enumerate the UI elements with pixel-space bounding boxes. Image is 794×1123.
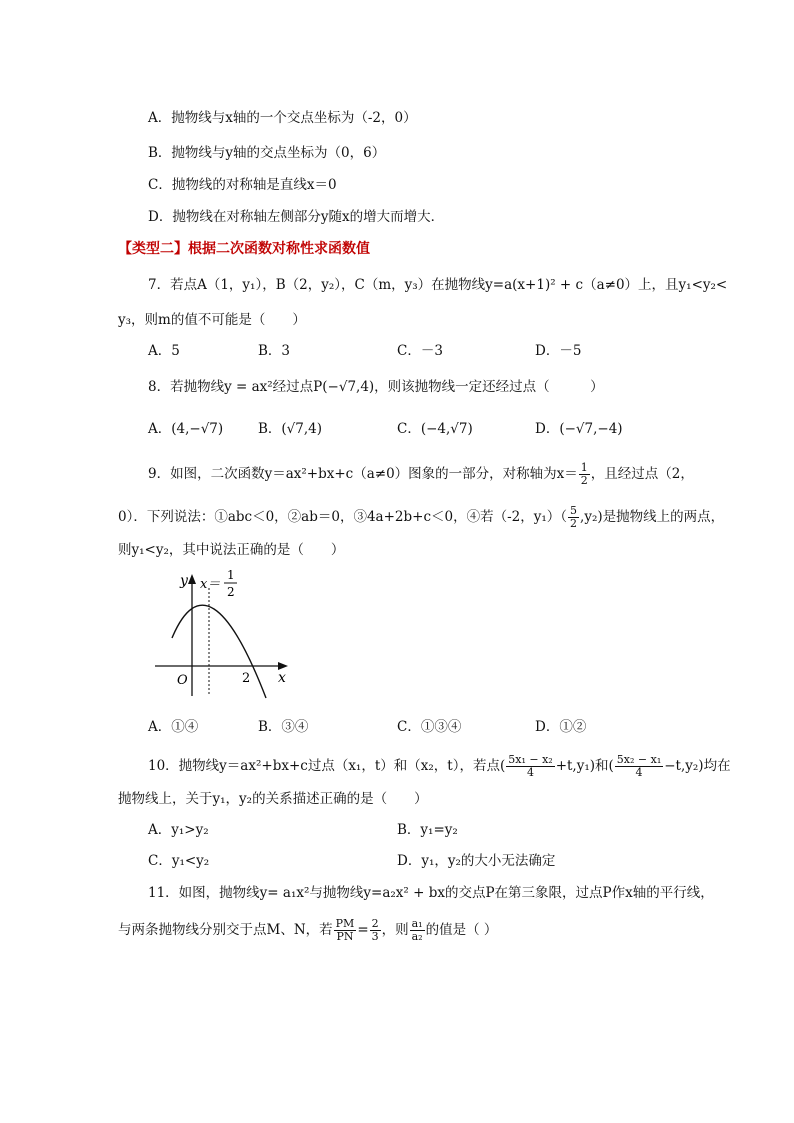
q10-fraction-2-num: 5x₂ − x₁ bbox=[616, 753, 662, 766]
x-axis-label: x bbox=[278, 670, 286, 686]
q9-stem-line1-text-b: ，且经过点（2， bbox=[590, 466, 694, 482]
q10-stem-line2: 抛物线上，关于y₁，y₂的关系描述正确的是（ ） bbox=[118, 791, 428, 807]
q10-fraction-2 bbox=[615, 754, 663, 779]
q9-option-b: B．③④ bbox=[258, 719, 309, 735]
q8-option-d: D．(−√7,−4) bbox=[535, 421, 623, 437]
symmetry-frac-num: 1 bbox=[227, 568, 235, 582]
y-axis-arrow bbox=[188, 574, 196, 584]
q11-fraction-pn: PN bbox=[336, 930, 354, 943]
q9-option-a: A．①④ bbox=[148, 719, 199, 735]
q9-stem-line2 bbox=[118, 505, 724, 530]
q9-axis-fraction-den: 2 bbox=[580, 474, 588, 487]
q10-fraction-2-den: 4 bbox=[635, 766, 643, 779]
q8-option-b: B．(√7,4) bbox=[258, 421, 323, 437]
q8-stem: 8．若抛物线y = ax²经过点P(−√7,4)，则该抛物线一定还经过点（ ） bbox=[148, 379, 604, 395]
q9-point-fraction-num: 5 bbox=[570, 504, 578, 517]
q9-stem-line2-text-a: 0）．下列说法：①abc＜0，②ab＝0，③4a+2b+c＜0，④若（-2，y₁）（ bbox=[118, 509, 568, 525]
q9-stem-line2-text-b: ,y₂)是抛物线上的两点， bbox=[580, 509, 725, 525]
q9-point-fraction bbox=[568, 505, 579, 530]
q10-fraction-1-den: 4 bbox=[526, 766, 534, 779]
y-axis-label: y bbox=[180, 573, 188, 589]
q10-option-a: A．y₁>y₂ bbox=[148, 822, 209, 838]
q9-option-d: D．①② bbox=[535, 719, 587, 735]
q11-fraction-pm-pn bbox=[334, 918, 357, 943]
q11-stem-text-d: 的值是（ ） bbox=[425, 922, 498, 938]
q11-fraction-2-3 bbox=[370, 918, 381, 943]
q9-point-fraction-den: 2 bbox=[570, 517, 578, 530]
x-axis-arrow bbox=[278, 662, 288, 670]
q11-fraction-pm: PM bbox=[335, 917, 355, 930]
q6-option-a: A．抛物线与x轴的一个交点坐标为（-2，0） bbox=[148, 110, 417, 126]
q6-option-b: B．抛物线与y轴的交点坐标为（0，6） bbox=[148, 145, 386, 161]
q11-fraction-3: 3 bbox=[371, 930, 379, 943]
q11-stem-text-b: = bbox=[357, 922, 369, 938]
q10-stem-text-c: −t,y₂)均在 bbox=[664, 758, 731, 774]
q7-option-d: D．－5 bbox=[535, 343, 582, 359]
q9-axis-fraction-num: 1 bbox=[580, 461, 588, 474]
q10-fraction-1 bbox=[506, 754, 554, 779]
q6-option-c: C．抛物线的对称轴是直线x＝0 bbox=[148, 177, 337, 193]
q11-stem-text-a: 与两条抛物线分别交于点M、N，若 bbox=[118, 922, 333, 938]
q9-stem-line3: 则y₁<y₂，其中说法正确的是（ ） bbox=[118, 542, 345, 558]
q11-fraction-a2: a₂ bbox=[411, 930, 423, 943]
symmetry-eq-label: x＝ bbox=[200, 577, 221, 592]
q9-axis-fraction bbox=[579, 462, 590, 487]
section-heading: 【类型二】根据二次函数对称性求函数值 bbox=[118, 241, 370, 257]
q10-fraction-1-num: 5x₁ − x₂ bbox=[508, 753, 553, 766]
q8-option-c: C．(−4,√7) bbox=[397, 421, 473, 437]
tick-label-2: 2 bbox=[242, 671, 251, 686]
q11-stem-line1: 11．如图，抛物线y= a₁x²与抛物线y=a₂x² + bx的交点P在第三象限，过点P作x轴的平行线， bbox=[148, 885, 714, 901]
q9-stem-line1 bbox=[148, 462, 694, 487]
q11-fraction-2: 2 bbox=[371, 917, 379, 930]
q8-option-a: A．(4,−√7) bbox=[148, 421, 224, 437]
q10-option-b: B．y₁=y₂ bbox=[397, 822, 458, 838]
q11-fraction-a1: a₁ bbox=[411, 917, 423, 930]
q11-stem-text-c: ，则 bbox=[381, 922, 409, 938]
q10-option-c: C．y₁<y₂ bbox=[148, 853, 210, 869]
q6-option-d: D．抛物线在对称轴左侧部分y随x的增大而增大． bbox=[148, 209, 445, 225]
q9-parabola-graph bbox=[150, 566, 300, 706]
origin-label: O bbox=[177, 673, 188, 688]
q7-stem-line1: 7．若点A（1，y₁），B（2，y₂），C（m，y₃）在抛物线y=a(x+1)² + c（a≠0）上，且y₁<y₂< bbox=[148, 277, 728, 293]
q10-stem-line1 bbox=[148, 754, 731, 779]
q11-fraction-a1-a2 bbox=[410, 918, 425, 943]
q7-stem-line2: y₃，则m的值不可能是（ ） bbox=[118, 312, 306, 328]
q7-option-a: A．5 bbox=[148, 343, 180, 359]
q7-option-b: B．3 bbox=[258, 343, 291, 359]
q7-option-c: C．－3 bbox=[397, 343, 443, 359]
q9-stem-line1-text-a: 9．如图，二次函数y＝ax²+bx+c（a≠0）图象的一部分，对称轴为x＝ bbox=[148, 466, 578, 482]
q10-stem-text-b: +t,y₁)和( bbox=[555, 758, 614, 774]
symmetry-frac-den: 2 bbox=[227, 585, 235, 599]
q10-option-d: D．y₁，y₂的大小无法确定 bbox=[397, 853, 556, 869]
q10-stem-text-a: 10．抛物线y＝ax²+bx+c过点（x₁，t）和（x₂，t），若点( bbox=[148, 758, 506, 774]
q11-stem-line2 bbox=[118, 918, 497, 943]
q9-option-c: C．①③④ bbox=[397, 719, 462, 735]
